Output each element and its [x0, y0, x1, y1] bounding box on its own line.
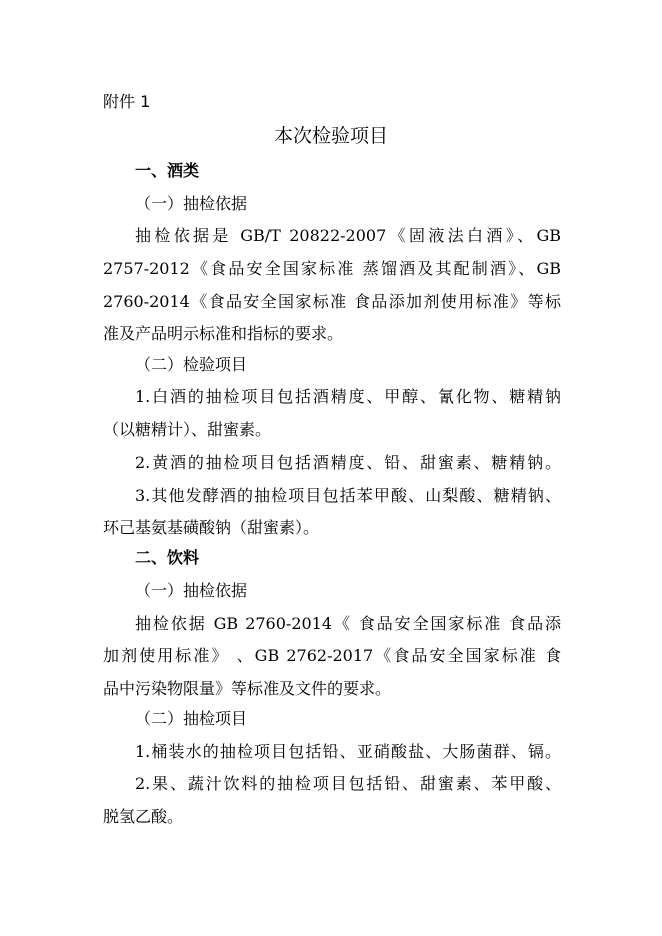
paragraph-line: 抽检依据 GB 2760-2014《 食品安全国家标准 食品添: [135, 614, 561, 633]
paragraph-line: 2757-2012《食品安全国家标准 蒸馏酒及其配制酒》、GB: [103, 259, 561, 278]
paragraph-line: 准及产品明示标准和指标的要求。: [103, 324, 344, 343]
paragraph-line: 1.白酒的抽检项目包括酒精度、甲醇、氰化物、糖精钠: [135, 387, 561, 406]
paragraph-line: 脱氢乙酸。: [103, 807, 184, 826]
section-heading: 二、饮料: [135, 548, 200, 567]
paragraph-line: （以糖精计）、甜蜜素。: [103, 420, 272, 439]
paragraph-line: 环己基氨基磺酸钠（甜蜜素）。: [103, 518, 320, 537]
paragraph-line: 2.黄酒的抽检项目包括酒精度、铅、甜蜜素、糖精钠。: [135, 453, 561, 472]
paragraph-line: 2.果、蔬汁饮料的抽检项目包括铅、甜蜜素、苯甲酸、: [135, 774, 561, 793]
paragraph-line: 2760-2014《食品安全国家标准 食品添加剂使用标准》等标: [103, 292, 561, 311]
subsection-heading: （一）抽检依据: [135, 194, 248, 213]
paragraph-line: 加剂使用标准》 、GB 2762-2017《食品安全国家标准 食: [103, 646, 561, 665]
attachment-label: 附件 1: [103, 92, 151, 111]
subsection-heading: （二）检验项目: [135, 355, 248, 374]
paragraph-line: 3.其他发酵酒的抽检项目包括苯甲酸、山梨酸、糖精钠、: [135, 486, 561, 505]
subsection-heading: （二）抽检项目: [135, 709, 248, 728]
page-title: 本次检验项目: [273, 125, 388, 147]
paragraph-line: 抽检依据是 GB/T 20822-2007《固液法白酒》、GB: [135, 226, 561, 245]
section-heading: 一、酒类: [135, 161, 200, 180]
paragraph-line: 1.桶装水的抽检项目包括铅、亚硝酸盐、大肠菌群、镉。: [135, 742, 561, 761]
paragraph-line: 品中污染物限量》等标准及文件的要求。: [103, 679, 392, 698]
subsection-heading: （一）抽检依据: [135, 581, 248, 600]
